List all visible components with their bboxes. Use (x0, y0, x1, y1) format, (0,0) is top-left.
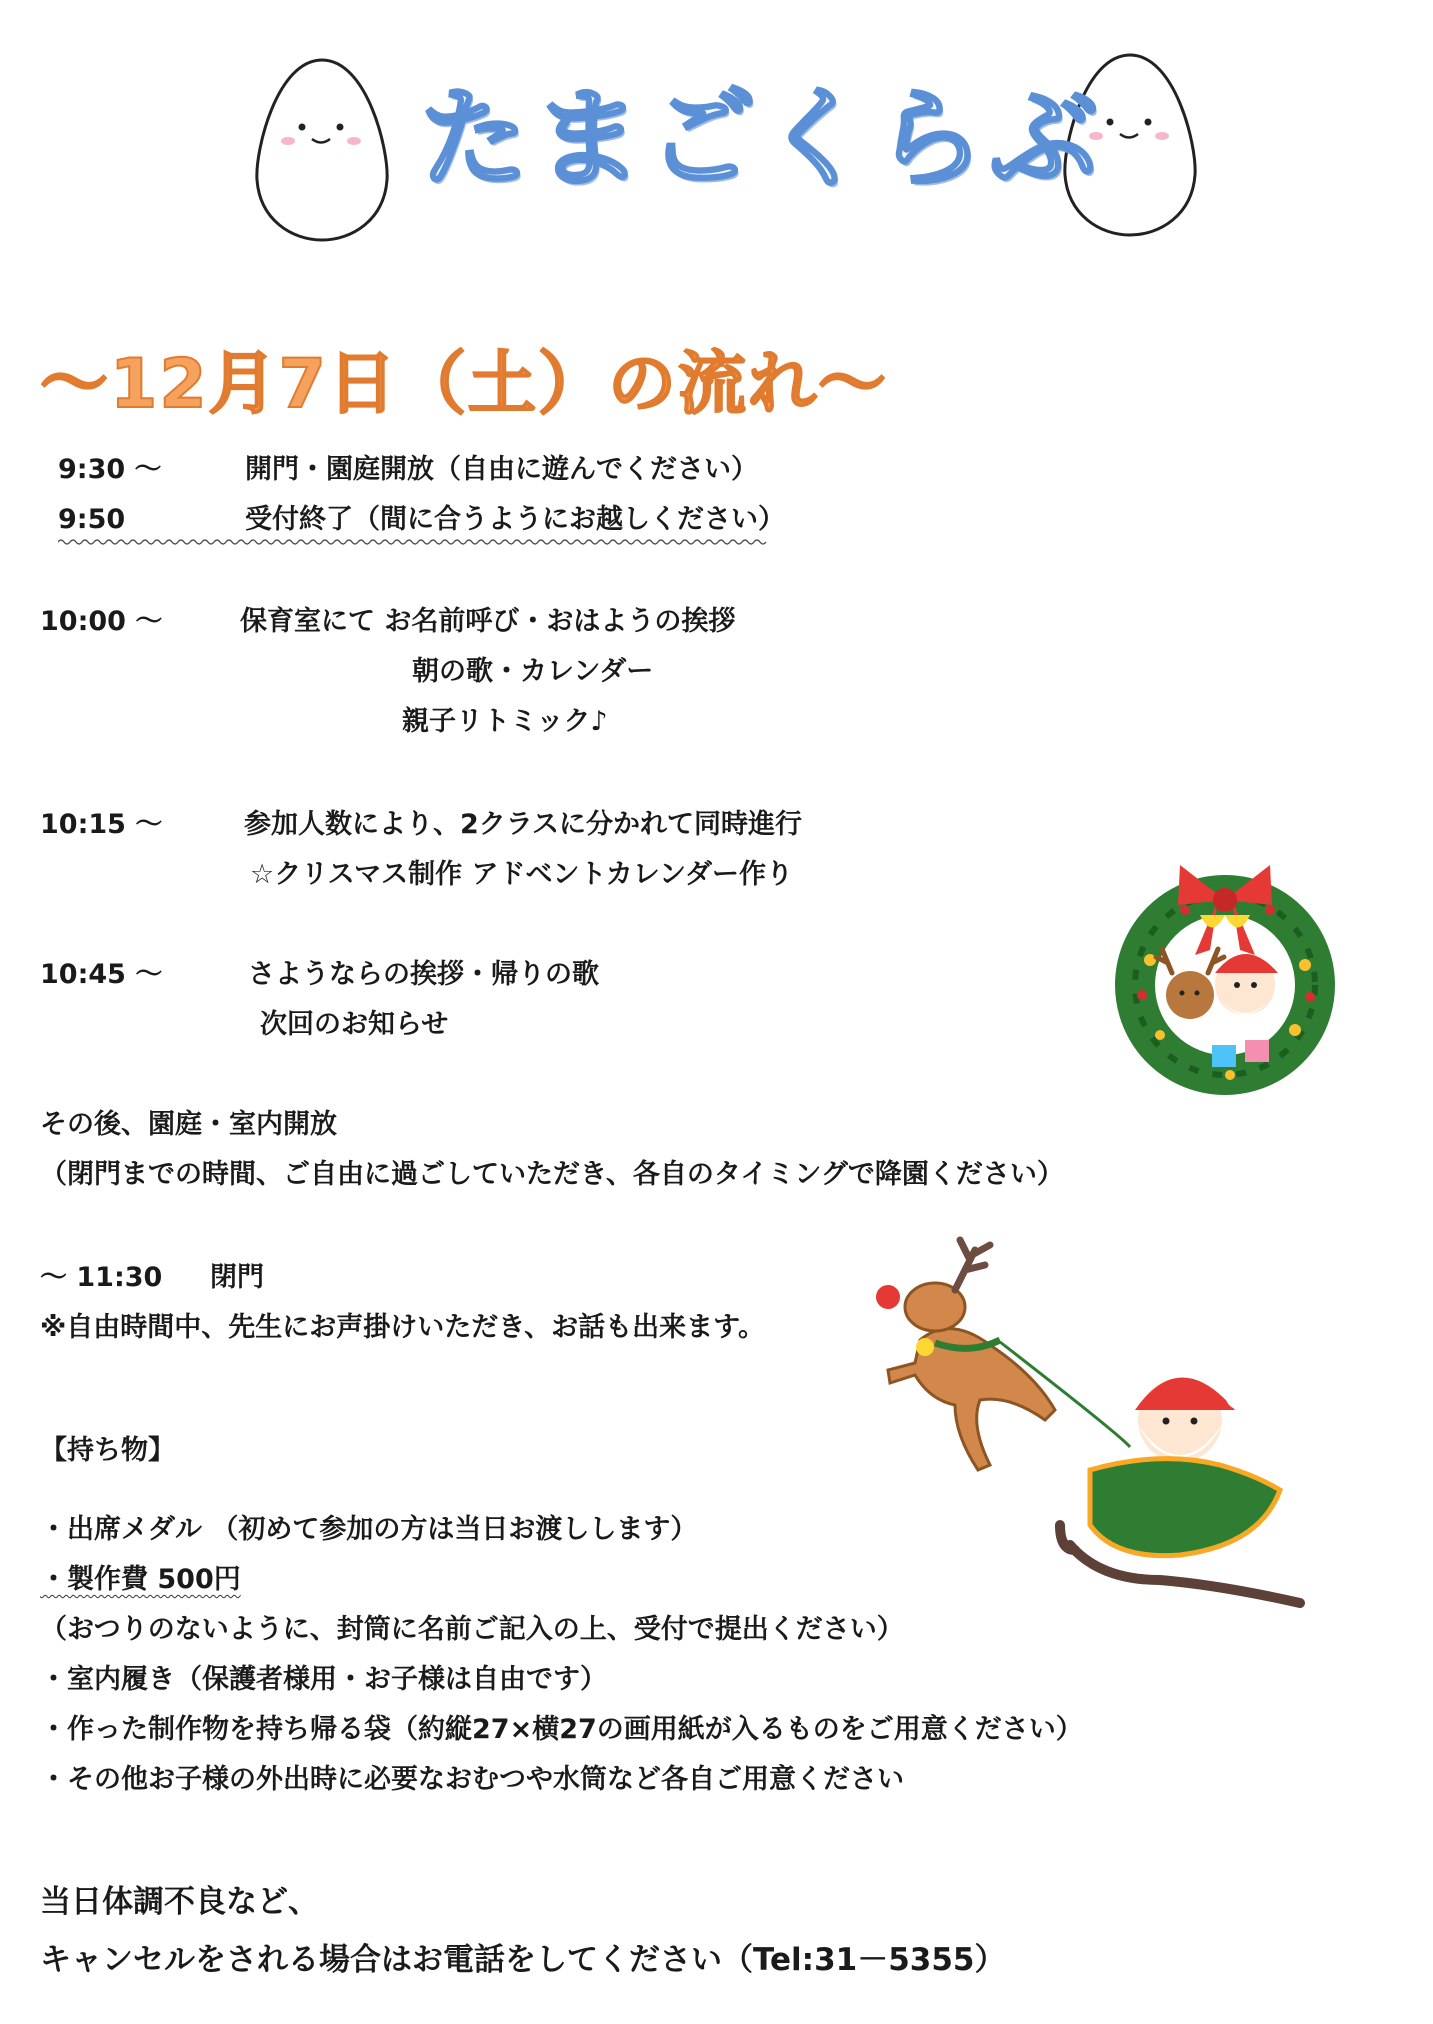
after-text: その後、園庭・室内開放 (40, 1109, 337, 1140)
footer-text: キャンセルをされる場合はお電話をしてください（Tel:31－5355） (40, 1942, 1006, 1978)
list-item: ・製作費 500円 (40, 1564, 241, 1595)
note-text: ※自由時間中、先生にお声掛けいただき、お話も出来ます。 (40, 1312, 766, 1343)
schedule-time: 9:30 ～ (58, 454, 162, 485)
schedule-item: 朝の歌・カレンダー (412, 656, 654, 687)
schedule-time: 10:15 ～ (40, 809, 163, 840)
santa-sleigh-reindeer-icon (860, 1225, 1320, 1625)
schedule-time: 10:00 ～ (40, 606, 163, 637)
belongings-heading: 【持ち物】 (40, 1435, 175, 1466)
event-subtitle: ～12月7日（土）の流れ～ (40, 345, 888, 424)
wavy-underline (58, 537, 770, 547)
schedule-time: 9:50 (58, 504, 126, 535)
egg-character-icon (252, 55, 392, 245)
schedule-item: 参加人数により、2クラスに分かれて同時進行 (244, 809, 802, 840)
schedule-item: 親子リトミック♪ (402, 706, 608, 737)
after-text: （閉門までの時間、ご自由に過ごしていただき、各自のタイミングで降園ください） (40, 1159, 1064, 1190)
footer-text: 当日体調不良など、 (40, 1884, 319, 1920)
list-item: ・その他お子様の外出時に必要なおむつや水筒など各自ご用意ください (40, 1764, 904, 1795)
schedule-item: 次回のお知らせ (260, 1009, 449, 1040)
list-item: ・作った制作物を持ち帰る袋（約縦27×横27の画用紙が入るものをご用意ください） (40, 1714, 1083, 1745)
schedule-item: ☆クリスマス制作 アドベントカレンダー作り (250, 859, 793, 890)
page-title: たまごくらぶ (420, 77, 1105, 202)
schedule-item: 開門・園庭開放（自由に遊んでください） (245, 454, 758, 485)
list-item: ・出席メダル （初めて参加の方は当日お渡しします） (40, 1514, 698, 1545)
close-label: 閉門 (210, 1262, 264, 1293)
list-item: ・室内履き（保護者様用・お子様は自由です） (40, 1664, 607, 1695)
schedule-item: 保育室にて お名前呼び・おはようの挨拶 (240, 606, 736, 637)
schedule-item: さようならの挨拶・帰りの歌 (248, 959, 599, 990)
schedule-item: 受付終了（間に合うようにお越しください） (245, 504, 785, 535)
christmas-wreath-icon (1100, 845, 1350, 1095)
list-item: （おつりのないように、封筒に名前ご記入の上、受付で提出ください） (40, 1614, 904, 1645)
close-time: ～ 11:30 (40, 1262, 163, 1293)
schedule-time: 10:45 ～ (40, 959, 163, 990)
